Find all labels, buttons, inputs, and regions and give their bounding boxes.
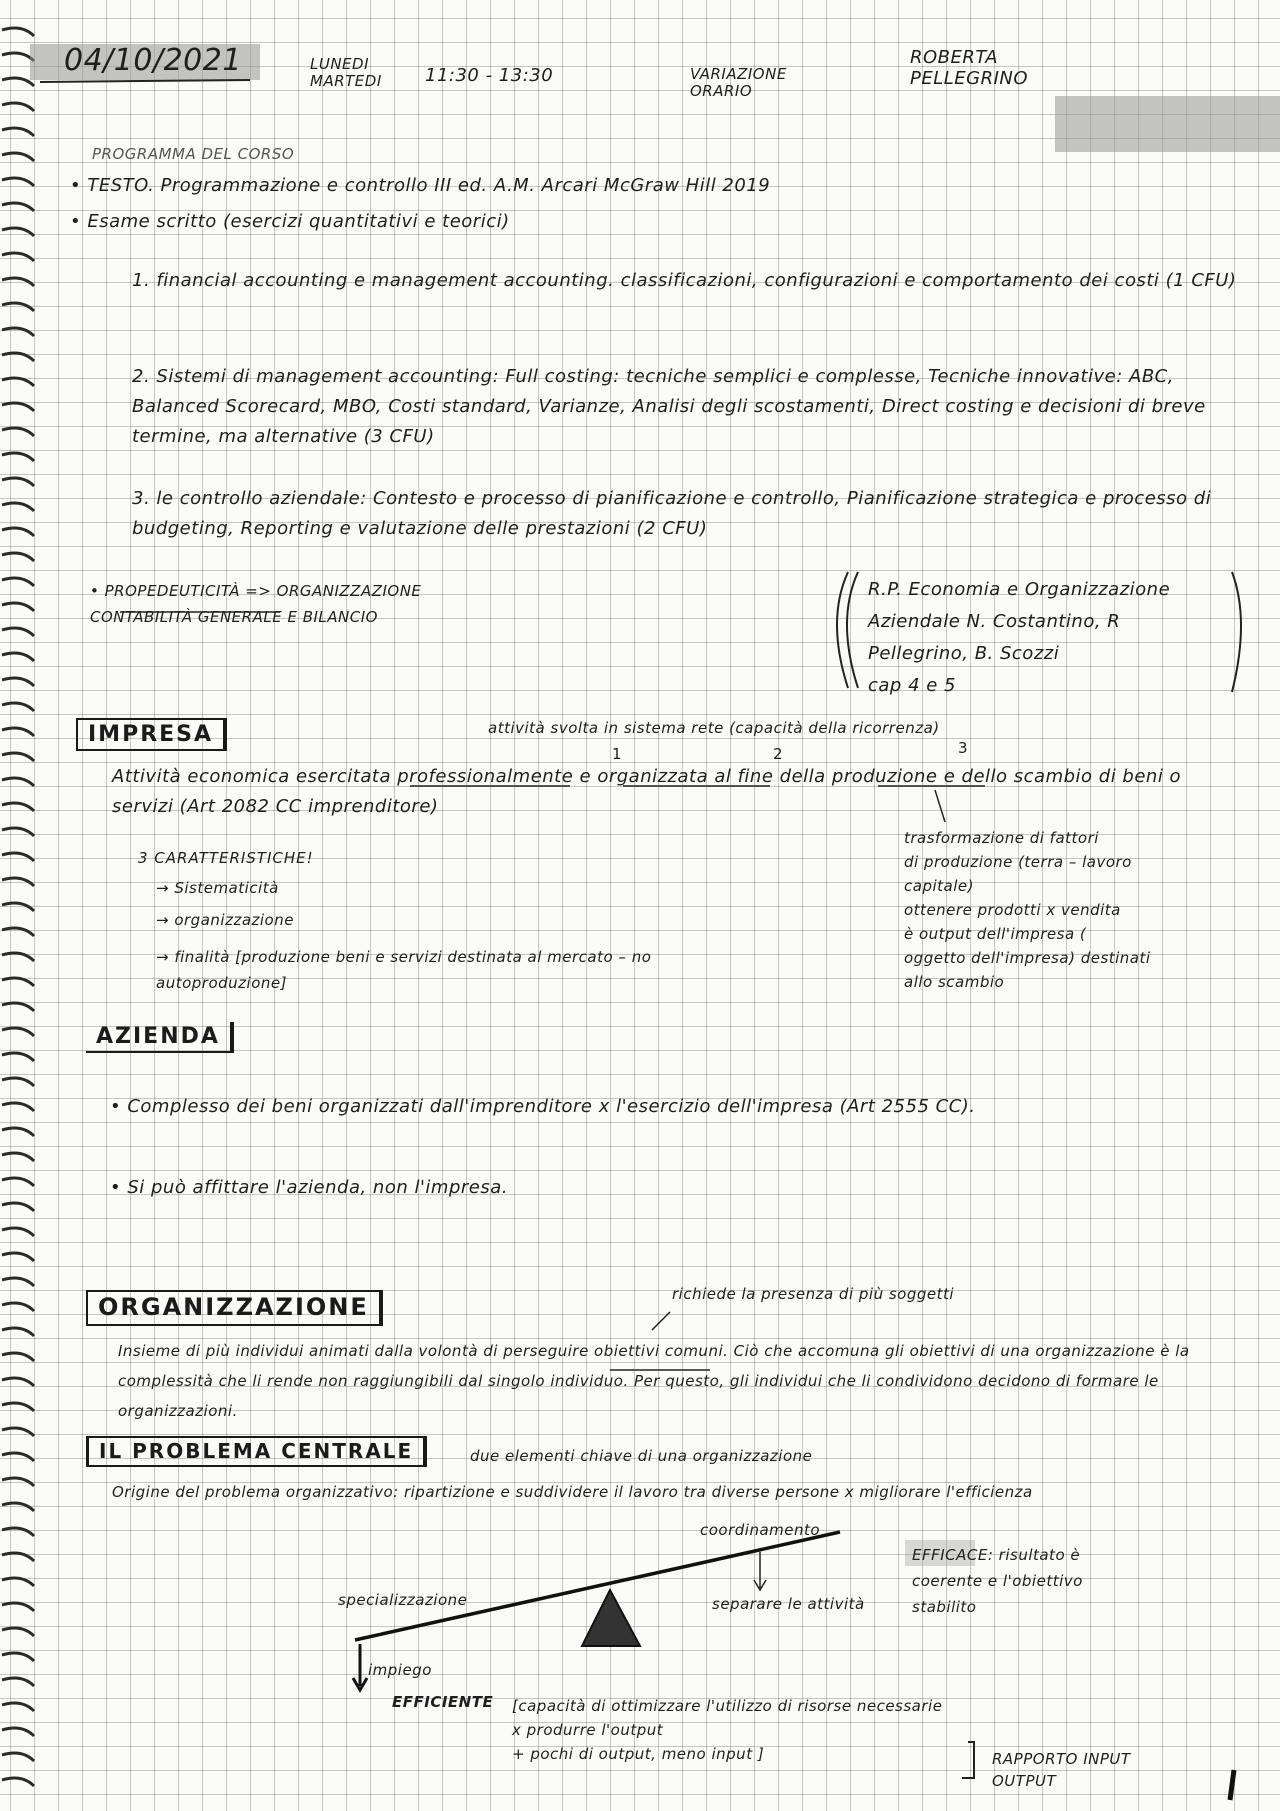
impresa-num-3: 3: [958, 739, 968, 757]
caratteristica-1: → Sistematicità: [156, 879, 279, 897]
spiral-coil: [2, 1553, 34, 1561]
label-impiego: impiego: [368, 1661, 432, 1679]
propedeuticita: • PROPEDEUTICITÀ => ORGANIZZAZIONE CONTABILITÀ GENERALE E BILANCIO: [90, 582, 422, 626]
programma-item-3: 3. le controllo aziendale: Contesto e processo di pianificazione e controllo, Pianificazione strategica e processo di budgeting, Reporting e valutazione delle prestazioni (2 CFU): [132, 488, 1212, 539]
spiral-coil: [2, 328, 34, 336]
azienda-bullet-2: • Si può affittare l'azienda, non l'impresa.: [110, 1177, 508, 1198]
spiral-coil: [2, 1053, 34, 1061]
programma-item-2: 2. Sistemi di management accounting: Full costing: tecniche semplici e complesse, Tecniche innovative: ABC, Balanced Scorecard, MBO, Costi standard, Varianze, Analisi degli scostamenti, Direct costing e decisioni di breve termine, ma alternative (3 CFU): [132, 366, 1206, 447]
spiral-coil: [2, 1578, 34, 1586]
impresa-annotation: attività svolta in sistema rete (capacità della ricorrenza): [488, 719, 940, 737]
spiral-coil: [2, 103, 34, 111]
spiral-coil: [2, 528, 34, 536]
header-date: 04/10/2021: [64, 43, 242, 78]
spiral-coil: [2, 1278, 34, 1286]
spiral-coil: [2, 28, 34, 36]
corner-shadow: [1055, 96, 1280, 152]
spiral-coil: [2, 903, 34, 911]
spiral-coil: [2, 1453, 34, 1461]
label-efficiente: EFFICIENTE: [392, 1693, 494, 1711]
spiral-coil: [2, 703, 34, 711]
spiral-coil: [2, 603, 34, 611]
spiral-coil: [2, 778, 34, 786]
spiral-coil: [2, 428, 34, 436]
label-specializzazione: specializzazione: [338, 1591, 468, 1609]
section-azienda-title: AZIENDA: [86, 1022, 234, 1053]
impresa-definition: Attività economica esercitata professionalmente e organizzata al fine della produzione e dello scambio di beni o servizi (Art 2082 CC imprenditore): [112, 766, 1182, 817]
propedeuticita-text: PROPEDEUTICITÀ => ORGANIZZAZIONE CONTABILITÀ GENERALE E BILANCIO: [90, 582, 422, 626]
impresa-num-1: 1: [612, 745, 622, 763]
spiral-coil: [2, 1628, 34, 1636]
reference-book: R.P. Economia e Organizzazione Aziendale N. Costantino, R Pellegrino, B. Scozzi cap 4 e 5: [868, 579, 1171, 696]
spiral-coil: [2, 578, 34, 586]
spiral-coil: [2, 753, 34, 761]
spiral-coil: [2, 1678, 34, 1686]
spiral-coil: [2, 1703, 34, 1711]
spiral-coil: [2, 228, 34, 236]
header-teacher: ROBERTA PELLEGRINO: [910, 47, 1029, 89]
spiral-coil: [2, 1078, 34, 1086]
azienda-bullet-1-text: Complesso dei beni organizzati dall'imprenditore x l'esercizio dell'impresa (Art 2555 CC).: [127, 1096, 976, 1117]
spiral-coil: [2, 453, 34, 461]
spiral-coil: [2, 1503, 34, 1511]
spiral-coil: [2, 653, 34, 661]
spiral-coil: [2, 378, 34, 386]
spiral-coil: [2, 153, 34, 161]
spiral-coil: [2, 503, 34, 511]
spiral-coil: [2, 1728, 34, 1736]
label-rapporto: RAPPORTO INPUT OUTPUT: [992, 1750, 1131, 1790]
spiral-coil: [2, 403, 34, 411]
impresa-num-2: 2: [773, 745, 783, 763]
spiral-coil: [2, 1328, 34, 1336]
spiral-coil: [2, 953, 34, 961]
spiral-coil: [2, 253, 34, 261]
spiral-coil: [2, 828, 34, 836]
spiral-coil: [2, 1403, 34, 1411]
label-coordinamento: coordinamento: [700, 1521, 821, 1539]
spiral-coil: [2, 1028, 34, 1036]
label-efficace: EFFICACE: risultato è coerente e l'obiettivo stabilito: [912, 1546, 1083, 1616]
problema-annotation: due elementi chiave di una organizzazione: [470, 1447, 813, 1465]
caratteristiche-title: 3 CARATTERISTICHE!: [138, 849, 314, 867]
azienda-bullet-2-text: Si può affittare l'azienda, non l'impresa.: [127, 1177, 508, 1198]
spiral-coil: [2, 1153, 34, 1161]
spiral-coil: [2, 1203, 34, 1211]
spiral-coil: [2, 1178, 34, 1186]
section-impresa-title: IMPRESA: [76, 718, 227, 751]
spiral-coil: [2, 1103, 34, 1111]
programma-item-1: 1. financial accounting e management accounting. classificazioni, configurazioni e comportamento dei costi (1 CFU): [132, 270, 1237, 291]
impresa-side-note: trasformazione di fattori di produzione (terra – lavoro capitale) ottenere prodotti x vendita è output dell'impresa ( oggetto dell'impresa) destinati allo scambio: [904, 829, 1151, 991]
efficiente-text: [capacità di ottimizzare l'utilizzo di risorse necessarie x produrre l'output + pochi di output, meno input ]: [512, 1697, 943, 1763]
spiral-coil: [2, 1478, 34, 1486]
problema-text: Origine del problema organizzativo: ripartizione e suddividere il lavoro tra diverse persone x migliorare l'efficienza: [112, 1483, 1033, 1501]
programma-title: PROGRAMMA DEL CORSO: [92, 145, 295, 163]
spiral-coil: [2, 928, 34, 936]
header-time: 11:30 - 13:30: [425, 65, 554, 86]
spiral-coil: [2, 303, 34, 311]
spiral-coil: [2, 203, 34, 211]
spiral-coil: [2, 1603, 34, 1611]
spiral-coil: [2, 1528, 34, 1536]
section-organizzazione-title: ORGANIZZAZIONE: [86, 1290, 383, 1326]
programma-testo-text: TESTO. Programmazione e controllo III ed. A.M. Arcari McGraw Hill 2019: [87, 175, 771, 196]
spiral-coil: [2, 1428, 34, 1436]
section-problema-title: IL PROBLEMA CENTRALE: [86, 1436, 427, 1467]
programma-esame-text: Esame scritto (esercizi quantitativi e teorici): [87, 211, 510, 232]
spiral-coil: [2, 353, 34, 361]
spiral-coil: [2, 878, 34, 886]
spiral-coil: [2, 1128, 34, 1136]
spiral-coil: [2, 803, 34, 811]
spiral-coil: [2, 478, 34, 486]
spiral-coil: [2, 1303, 34, 1311]
organizzazione-text: Insieme di più individui animati dalla volontà di perseguire obiettivi comuni. Ciò che accomuna gli obiettivi di una organizzazione è la complessità che li rende non raggiungibili dal singolo individuo. Per questo, gli individui che li condividono decidono di formare le organizzazioni.: [118, 1342, 1190, 1420]
azienda-bullet-1: • Complesso dei beni organizzati dall'imprenditore x l'esercizio dell'impresa (Art 2555 CC).: [110, 1096, 976, 1117]
spiral-coil: [2, 1753, 34, 1761]
header-note: VARIAZIONE ORARIO: [690, 65, 787, 101]
spiral-coil: [2, 1378, 34, 1386]
spiral-coil: [2, 1653, 34, 1661]
spiral-coil: [2, 1778, 34, 1786]
spiral-coil: [2, 1353, 34, 1361]
spiral-binding: [0, 0, 40, 1811]
spiral-coil: [2, 978, 34, 986]
spiral-coil: [2, 178, 34, 186]
spiral-coil: [2, 128, 34, 136]
spiral-coil: [2, 1253, 34, 1261]
spiral-coil: [2, 1003, 34, 1011]
caratteristica-3: → finalità [produzione beni e servizi destinata al mercato – no autoproduzione]: [156, 948, 652, 992]
header-days: LUNEDI MARTEDI: [310, 55, 382, 91]
spiral-coil: [2, 278, 34, 286]
spiral-coil: [2, 628, 34, 636]
spiral-coil: [2, 853, 34, 861]
organizzazione-annotation: richiede la presenza di più soggetti: [672, 1285, 955, 1303]
programma-esame: • Esame scritto (esercizi quantitativi e teorici): [70, 211, 510, 232]
spiral-coil: [2, 1228, 34, 1236]
caratteristica-2: → organizzazione: [156, 911, 294, 929]
programma-testo: • TESTO. Programmazione e controllo III ed. A.M. Arcari McGraw Hill 2019: [70, 175, 771, 196]
spiral-coil: [2, 728, 34, 736]
spiral-coil: [2, 678, 34, 686]
spiral-coil: [2, 553, 34, 561]
label-separare: separare le attività: [712, 1595, 865, 1613]
